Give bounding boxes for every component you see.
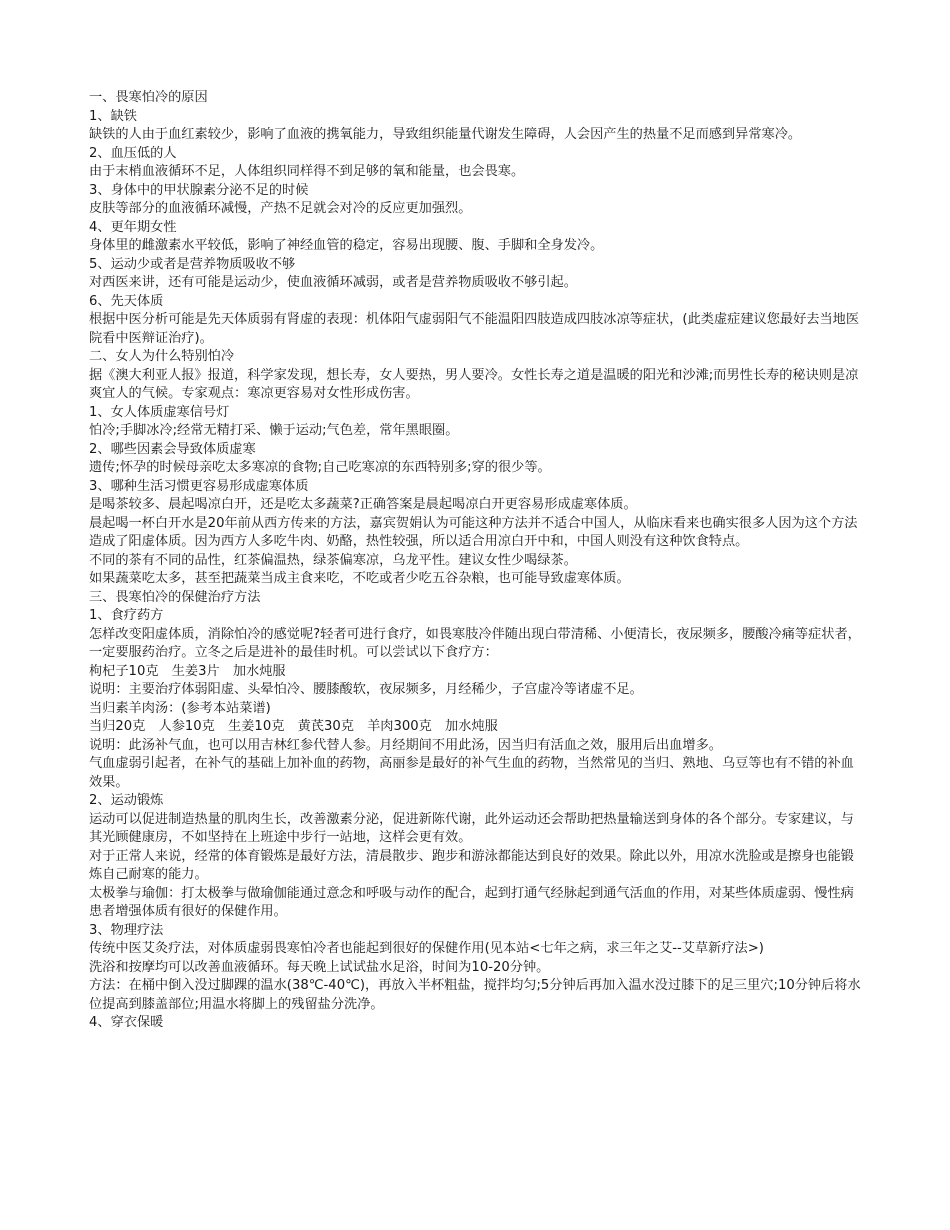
paragraph: 说明：此汤补气血，也可以用吉林红参代替人参。月经期间不用此汤，因当归有活血之效，服用后出血增多。 <box>89 737 722 753</box>
subsection-heading: 3、哪种生活习惯更容易形成虚寒体质 <box>89 478 309 494</box>
paragraph: 皮肤等部分的血液循环减慢，产热不足就会对冷的反应更加强烈。 <box>89 201 472 216</box>
paragraph: 对西医来讲，还有可能是运动少，使血液循环减弱，或者是营养物质吸收不够引起。 <box>89 275 577 290</box>
subsection-heading: 4、穿衣保暖 <box>89 1015 164 1030</box>
paragraph: 根据中医分析可能是先天体质弱有肾虚的表现：机体阳气虚弱阳气不能温阳四肢造成四肢冰凉等症状，(此类虚症建议您最好去当地医院看中医辩证治疗)。 <box>89 312 860 346</box>
subsection-heading: 2、哪些因素会导致体质虚寒 <box>89 441 256 457</box>
paragraph: 怕冷;手脚冰冷;经常无精打采、懒于运动;气色差，常年黑眼圈。 <box>89 423 459 438</box>
paragraph: 怎样改变阳虚体质，消除怕冷的感觉呢?轻者可进行食疗，如畏寒肢冷伴随出现白带清稀、小便清长，夜尿频多，腰酸冷痛等症状者，一定要服药治疗。立冬之后是进补的最佳时机。可以尝试以下食疗方： <box>89 626 861 660</box>
paragraph: 当归素羊肉汤：(参考本站菜谱) <box>89 700 271 716</box>
paragraph: 遗传;怀孕的时候母亲吃太多寒凉的食物;自己吃寒凉的东西特别多;穿的很少等。 <box>89 460 551 475</box>
paragraph: 身体里的雌激素水平较低，影响了神经血管的稳定，容易出现腰、腹、手脚和全身发冷。 <box>89 238 604 253</box>
subsection-heading: 6、先天体质 <box>89 293 164 309</box>
paragraph: 缺铁的人由于血红素较少，影响了血液的携氧能力，导致组织能量代谢发生障碍，人会因产生的热量不足而感到异常寒冷。 <box>89 127 802 142</box>
paragraph: 由于末梢血液循环不足，人体组织同样得不到足够的氧和能量，也会畏寒。 <box>89 164 525 179</box>
section-heading: 一、畏寒怕冷的原因 <box>89 90 208 105</box>
paragraph: 晨起喝一杯白开水是20年前从西方传来的方法，嘉宾贺娟认为可能这种方法并不适合中国人，从临床看来也确实很多人因为这个方法造成了阳虚体质。因为西方人多吃牛肉、奶酪，热性较强，所以适合用凉白开中和，中国人则没有这种饮食特点。 <box>89 515 858 549</box>
subsection-heading: 1、缺铁 <box>89 108 137 124</box>
paragraph: 太极拳与瑜伽：打太极拳与做瑜伽能通过意念和呼吸与动作的配合，起到打通气经脉起到通气活血的作用，对某些体质虚弱、慢性病患者增强体质有很好的保健作用。 <box>89 885 854 919</box>
subsection-heading: 5、运动少或者是营养物质吸收不够 <box>89 256 296 272</box>
paragraph: 气血虚弱引起者，在补气的基础上加补血的药物，高丽参是最好的补气生血的药物，当然常见的当归、熟地、乌豆等也有不错的补血效果。 <box>89 756 854 790</box>
paragraph: 说明：主要治疗体弱阳虚、头晕怕冷、腰膝酸软，夜尿频多，月经稀少，子宫虚冷等诸虚不足。 <box>89 682 643 697</box>
subsection-heading: 1、女人体质虚寒信号灯 <box>89 404 230 420</box>
paragraph: 据《澳大利亚人报》报道，科学家发现，想长寿，女人要热，男人要冷。女性长寿之道是温暖的阳光和沙滩;而男性长寿的秘诀则是凉爽宜人的气候。专家观点：寒凉更容易对女性形成伤害。 <box>89 367 859 401</box>
document-body <box>89 89 861 1033</box>
subsection-heading: 4、更年期女性 <box>89 219 177 235</box>
paragraph: 洗浴和按摩均可以改善血液循环。每天晚上试试盐水足浴，时间为10-20分钟。 <box>89 959 550 975</box>
paragraph: 是喝茶较多、晨起喝凉白开，还是吃太多蔬菜?正确答案是晨起喝凉白开更容易形成虚寒体质。 <box>89 497 637 512</box>
paragraph: 对于正常人来说，经常的体育锻炼是最好方法，清晨散步、跑步和游泳都能达到良好的效果。除此以外，用凉水洗脸或是擦身也能锻炼自己耐寒的能力。 <box>89 848 854 882</box>
subsection-heading: 3、物理疗法 <box>89 922 164 938</box>
subsection-heading: 2、血压低的人 <box>89 145 177 161</box>
section-heading: 三、畏寒怕冷的保健治疗方法 <box>89 589 261 605</box>
paragraph: 方法：在桶中倒入没过脚踝的温水(38℃-40℃)，再放入半杯粗盐，搅拌均匀;5分钟后再加入温水没过膝下的足三里穴;10分钟后将水位提高到膝盖部位;用温水将脚上的残留盐分洗净。 <box>89 978 861 1012</box>
subsection-heading: 2、运动锻炼 <box>89 793 164 808</box>
subsection-heading: 1、食疗药方 <box>89 608 164 623</box>
paragraph: 当归20克 人参10克 生姜10克 黄芪30克 羊肉300克 加水炖服 <box>89 719 498 734</box>
section-heading: 二、女人为什么特别怕冷 <box>89 349 235 364</box>
paragraph: 运动可以促进制造热量的肌肉生长，改善激素分泌，促进新陈代谢，此外运动还会帮助把热量输送到身体的各个部分。专家建议，与其光顾健康房，不如坚持在上班途中步行一站地，这样会更有效。 <box>89 811 854 845</box>
subsection-heading: 3、身体中的甲状腺素分泌不足的时候 <box>89 182 309 198</box>
paragraph: 如果蔬菜吃太多，甚至把蔬菜当成主食来吃，不吃或者少吃五谷杂粮，也可能导致虚寒体质。 <box>89 571 630 586</box>
paragraph: 不同的茶有不同的品性，红茶偏温热，绿茶偏寒凉，乌龙平性。建议女性少喝绿茶。 <box>89 552 577 568</box>
paragraph: 枸杞子10克 生姜3片 加水炖服 <box>89 663 286 679</box>
paragraph: 传统中医艾灸疗法，对体质虚弱畏寒怕冷者也能起到很好的保健作用(见本站<七年之病，求三年之艾--艾草新疗法>) <box>89 941 764 956</box>
